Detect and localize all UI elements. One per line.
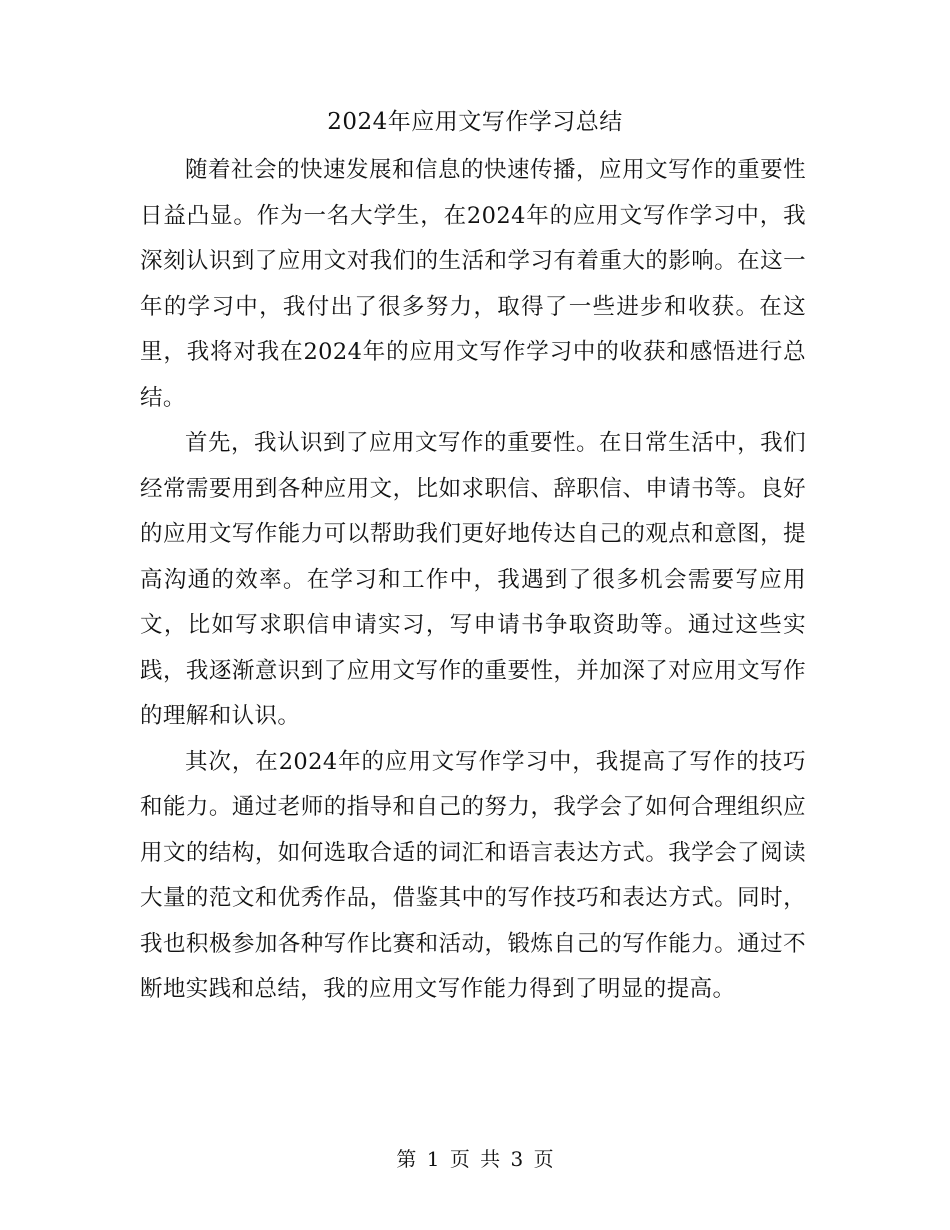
page-number-footer: 第 1 页 共 3 页 [396,1147,554,1171]
paragraph-2: 首先，我认识到了应用文写作的重要性。在日常生活中，我们经常需要用到各种应用文，比如求职信、辞职信、申请书等。良好的应用文写作能力可以帮助我们更好地传达自己的观点和意图，提高沟通的效率。在学习和工作中，我遇到了很多机会需要写应用文，比如写求职信申请实习，写申请书争取资助等。通过这些实践，我逐渐意识到了应用文写作的重要性，并加深了对应用文写作的理解和认识。 [140,430,806,729]
document-title: 2024年应用文写作学习总结 [327,109,623,135]
paragraph-3: 其次，在2024年的应用文写作学习中，我提高了写作的技巧和能力。通过老师的指导和自己的努力，我学会了如何合理组织应用文的结构，如何选取合适的词汇和语言表达方式。我学会了阅读大量的范文和优秀作品，借鉴其中的写作技巧和表达方式。同时，我也积极参加各种写作比赛和活动，锻炼自己的写作能力。通过不断地实践和总结，我的应用文写作能力得到了明显的提高。 [140,748,806,1002]
paragraph-1: 随着社会的快速发展和信息的快速传播，应用文写作的重要性日益凸显。作为一名大学生，在2024年的应用文写作学习中，我深刻认识到了应用文对我们的生活和学习有着重大的影响。在这一年的学习中，我付出了很多努力，取得了一些进步和收获。在这里，我将对我在2024年的应用文写作学习中的收获和感悟进行总结。 [140,157,806,411]
document-body [140,148,806,1013]
